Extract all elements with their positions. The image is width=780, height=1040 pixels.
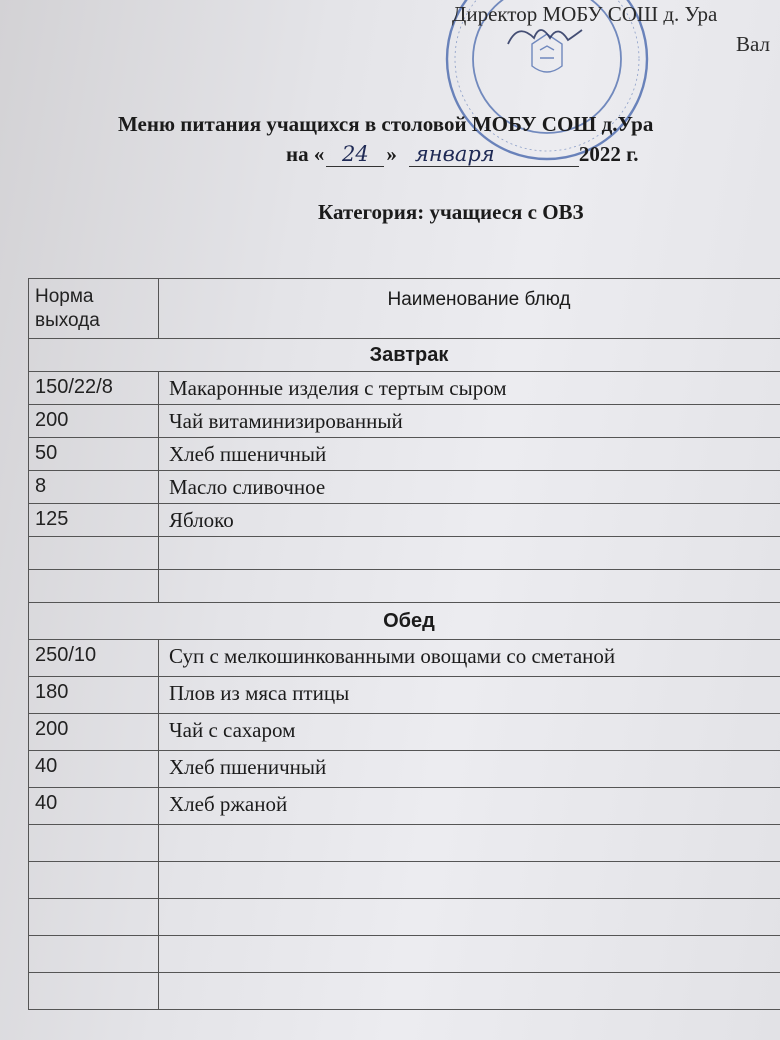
dish-name-cell [159, 899, 780, 935]
menu-title: Меню питания учащихся в столовой МОБУ СОШ д.Ура [118, 112, 654, 136]
quantity-cell: 40 [29, 788, 159, 824]
quantity-cell [29, 825, 159, 861]
dish-name-cell [159, 825, 780, 861]
handwritten-month: января [409, 142, 579, 167]
table-row [29, 504, 780, 537]
quantity-cell: 125 [29, 504, 159, 536]
menu-table [28, 278, 780, 1010]
dish-name-cell: Чай витаминизированный [169, 409, 403, 433]
student-category: Категория: учащиеся с ОВЗ [318, 200, 584, 224]
dish-name-cell [159, 537, 780, 569]
quantity-cell: 250/10 [29, 640, 159, 676]
quantity-cell [29, 973, 159, 1009]
table-row [29, 677, 780, 714]
section-lunch: Обед [29, 603, 780, 640]
table-row [29, 640, 780, 677]
dish-name-cell: Яблоко [169, 508, 234, 532]
table-row [29, 537, 780, 570]
dish-name-cell: Плов из мяса птицы [169, 681, 350, 705]
table-row [29, 751, 780, 788]
handwritten-day: 24 [326, 142, 384, 167]
quantity-cell: 40 [29, 751, 159, 787]
dish-name-cell [159, 973, 780, 1009]
table-row [29, 788, 780, 825]
director-approval-line: Директор МОБУ СОШ д. Ура [452, 2, 718, 26]
table-header-row [29, 279, 780, 339]
table-row [29, 862, 780, 899]
table-row [29, 825, 780, 862]
quantity-cell: 180 [29, 677, 159, 713]
column-header-quantity: Норма выхода [29, 279, 159, 338]
dish-name-cell: Хлеб пшеничный [169, 442, 327, 466]
table-row [29, 471, 780, 504]
table-row [29, 570, 780, 603]
table-row [29, 936, 780, 973]
quantity-cell [29, 862, 159, 898]
dish-name-cell [159, 936, 780, 972]
quantity-cell: 150/22/8 [29, 372, 159, 404]
director-name: Вал [736, 32, 770, 56]
dish-name-cell: Масло сливочное [169, 475, 326, 499]
menu-date-line [286, 142, 639, 167]
quantity-cell [29, 899, 159, 935]
table-row [29, 438, 780, 471]
dish-name-cell: Хлеб ржаной [169, 792, 288, 816]
quantity-cell: 200 [29, 714, 159, 750]
quantity-cell: 200 [29, 405, 159, 437]
table-row [29, 714, 780, 751]
date-suffix: 2022 г. [578, 142, 639, 166]
dish-name-cell: Хлеб пшеничный [169, 755, 327, 779]
table-row [29, 405, 780, 438]
section-breakfast: Завтрак [29, 339, 780, 372]
date-prefix: на « [286, 142, 325, 166]
lunch-rows [29, 640, 780, 1010]
dish-name-cell: Суп с мелкошинкованными овощами со сметаной [169, 644, 616, 668]
quantity-cell: 8 [29, 471, 159, 503]
quantity-cell [29, 537, 159, 569]
breakfast-rows [29, 372, 780, 603]
dish-name-cell: Чай с сахаром [169, 718, 296, 742]
table-row [29, 973, 780, 1010]
quantity-cell [29, 936, 159, 972]
table-row [29, 899, 780, 936]
dish-name-cell: Макаронные изделия с тертым сыром [169, 376, 507, 400]
quantity-cell [29, 570, 159, 602]
column-header-dish: Наименование блюд [387, 289, 571, 310]
table-row [29, 372, 780, 405]
quantity-cell: 50 [29, 438, 159, 470]
date-mid: » [386, 142, 397, 166]
dish-name-cell [159, 570, 780, 602]
dish-name-cell [159, 862, 780, 898]
